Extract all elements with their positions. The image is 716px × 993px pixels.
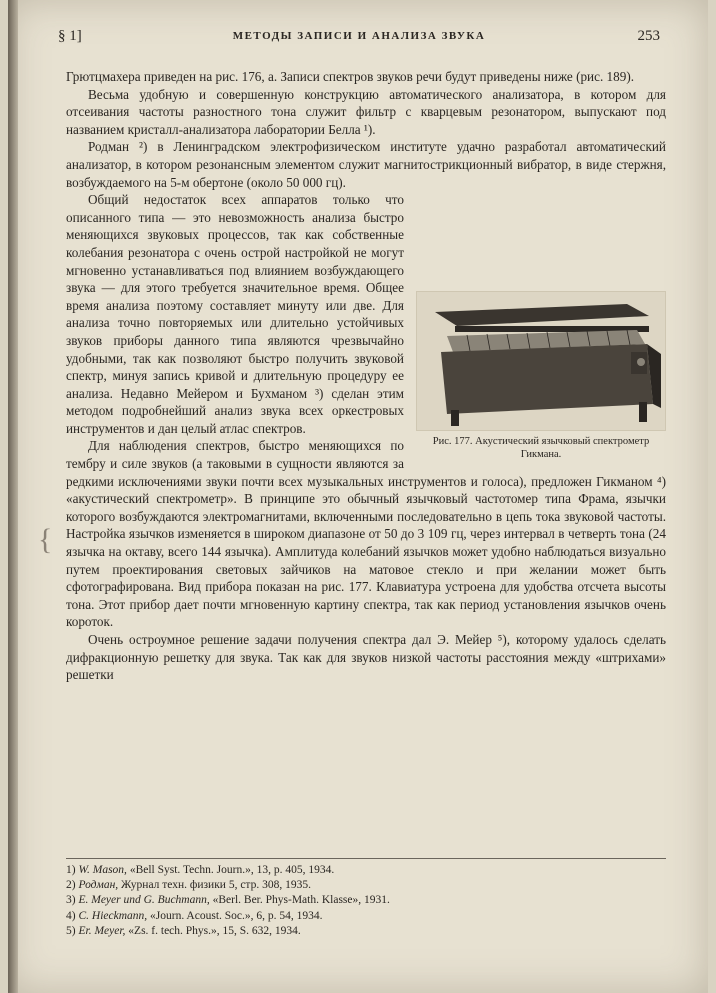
section-marker: § 1] [58,28,82,44]
binding-edge [8,0,18,993]
footnote [66,863,666,878]
footnotes [66,858,666,939]
footnote-text: «Journ. Acoust. Soc.», 6, p. 54, 1934. [147,909,323,922]
paragraph: Общий недостаток всех аппаратов только что описанного типа — это невозможность анализа быстро меняющихся звуковых процессов, так как собственные колебания резонатора с очень острой настройкой не могут мгновенно устанавливаться под влиянием возбуждающего звука — для этого требуется значительное время. Общее время анализа поэтому составляет минуту или две. Для анализа точно повторяемых или длительно устойчивых звуков приборы данного типа являются чрезвычайно удобными, так как позволяют быстро получить звуковой спектр, минуя запись кривой и длительную процедуру ее анализа. Недавно Мейером и Бухманом ³) сделан этим методом подробнейший анализ звука всех оркестровых инструментов и дан целый атлас спектров. [66,192,404,436]
paragraph: Очень остроумное решение задачи получения спектра дал Э. Мейер ⁵), которому удалось сделать дифракционную решетку для звука. Так как для звуков низкой частоты расстояния между «штрихами» решетки [66,632,666,683]
footnote [66,893,666,908]
footnote-number: 4) [66,909,76,922]
running-title: МЕТОДЫ ЗАПИСИ И АНАЛИЗА ЗВУКА [232,30,486,42]
footnote [66,924,666,939]
footnote-text: «Bell Syst. Techn. Journ.», 13, p. 405, 1934. [126,864,335,876]
margin-pencil-mark: { [38,523,53,556]
paragraph: Весьма удобную и совершенную конструкцию автоматического анализатора, в котором для отсеивания частоты разностного тона служит фильтр с кварцевым резонатором, выпускают под названием кристалл-анализатора лаборатории Белла ¹). [66,86,666,137]
running-header [58,28,660,52]
footnote [66,909,666,924]
footnote-author: C. Hieckmann, [78,909,148,922]
footnote-author: W. Mason, [78,864,127,876]
footnote-number: 3) [66,894,76,907]
paragraph: Грютцмахера приведен на рис. 176, а. Записи спектров звуков речи будут приведены ниже (рис. 189). [66,69,635,84]
page-number: 253 [637,28,660,44]
figure-177 [416,291,666,461]
paragraph: Родман ²) в Ленинградском электрофизическом институте удачно разработал автоматический анализатор, в котором резонансным элементом служит магнитострикционный вибратор, в виде стержня, возбуждаемого на 5-м обертоне (около 50 000 гц). [66,139,666,190]
footnote-number: 1) [66,864,76,876]
paragraph: Для наблюдения спектров, быстро меняющихся по тембру и силе звуков (а таковыми в сущности являются за редкими исключениями звуки почти всех музыкальных инструментов и голоса), предложен Гикманом ⁴) «акустический спектрометр». В принципе это обычный язычковый частотомер типа Фрама, язычки которого возбуждаются электромагнитами, включенными последовательно в цепь тока звуковой частоты. Настройка язычков изменяется в широком диапазоне от 50 до 3 109 гц, через интервал в четверть тона (24 язычка на октаву, всего 144 язычка). Амплитуда колебаний язычков может удобно наблюдаться визуально путем проектирования световых зайчиков на матовое стекло и при желании может быть сфотографирована. Вид прибора показан на рис. 177. Клавиатура устроена для удобства отсчета высоты тона. Этот прибор дает почти мгновенную картину спектра, так как период установления язычков очень короток. [66,438,666,630]
main-text [66,68,666,684]
figure-caption: Рис. 177. Акустический язычковый спектрометр Гикмана. [432,436,650,461]
footnote-author: Er. Meyer, [78,924,126,937]
spectrometer-illustration [417,292,665,430]
footnote-number: 5) [66,924,76,937]
footnote-text: Журнал техн. физики 5, стр. 308, 1935. [118,879,311,892]
spectrometer-photo [416,291,666,431]
footnote [66,878,666,893]
footnote-text: «Zs. f. tech. Phys.», 15, S. 632, 1934. [125,924,301,937]
footnote-text: «Berl. Ber. Phys-Math. Klasse», 1931. [209,894,390,907]
book-page [8,0,708,993]
footnote-author: E. Meyer und G. Buchmann, [78,894,210,907]
footnote-number: 2) [66,879,76,892]
footnote-author: Родман, [78,879,119,892]
